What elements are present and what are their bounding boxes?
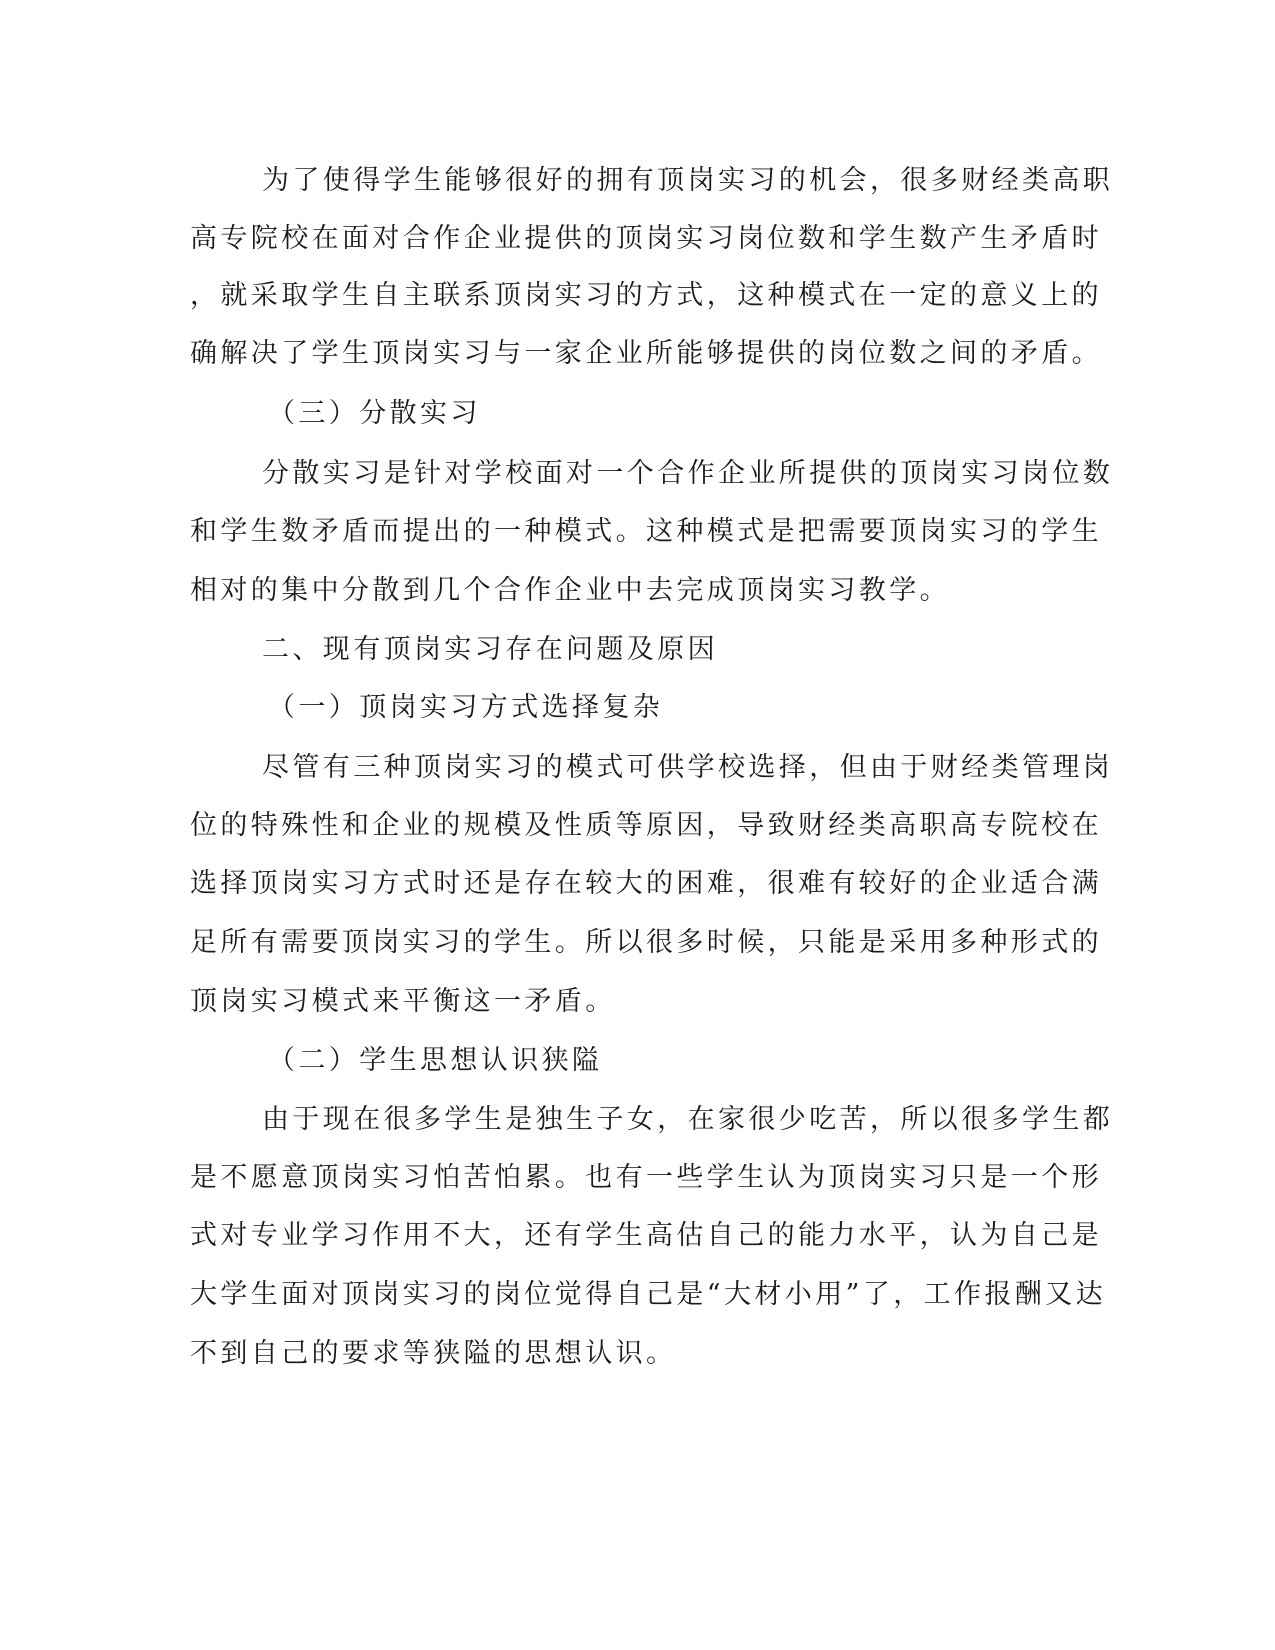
- paragraph-line: 确解决了学生顶岗实习与一家企业所能够提供的岗位数之间的矛盾。: [190, 338, 1102, 369]
- paragraph-line: 尽管有三种顶岗实习的模式可供学校选择，但由于财经类管理岗: [262, 752, 1114, 783]
- paragraph-line: 选择顶岗实习方式时还是存在较大的困难，很难有较好的企业适合满: [190, 868, 1102, 899]
- section-heading: （二）学生思想认识狭隘: [268, 1045, 603, 1076]
- paragraph-line: 分散实习是针对学校面对一个合作企业所提供的顶岗实习岗位数: [262, 458, 1114, 489]
- paragraph-line: 式对专业学习作用不大，还有学生高估自己的能力水平，认为自己是: [190, 1220, 1102, 1251]
- paragraph-line: 不到自己的要求等狭隘的思想认识。: [190, 1338, 677, 1369]
- paragraph-line: ，就采取学生自主联系顶岗实习的方式，这种模式在一定的意义上的: [190, 280, 1102, 311]
- section-heading: 二、现有顶岗实习存在问题及原因: [262, 634, 718, 665]
- paragraph-line: 大学生面对顶岗实习的岗位觉得自己是“大材小用”了，工作报酬又达: [190, 1279, 1107, 1310]
- section-heading: （一）顶岗实习方式选择复杂: [268, 692, 664, 723]
- paragraph-line: 为了使得学生能够很好的拥有顶岗实习的机会，很多财经类高职: [262, 165, 1114, 196]
- paragraph-line: 高专院校在面对合作企业提供的顶岗实习岗位数和学生数产生矛盾时: [190, 223, 1102, 254]
- paragraph-line: 和学生数矛盾而提出的一种模式。这种模式是把需要顶岗实习的学生: [190, 516, 1102, 547]
- paragraph-line: 是不愿意顶岗实习怕苦怕累。也有一些学生认为顶岗实习只是一个形: [190, 1162, 1102, 1193]
- paragraph-line: 位的特殊性和企业的规模及性质等原因，导致财经类高职高专院校在: [190, 810, 1102, 841]
- paragraph-line: 顶岗实习模式来平衡这一矛盾。: [190, 986, 616, 1017]
- paragraph-line: 足所有需要顶岗实习的学生。所以很多时候，只能是采用多种形式的: [190, 927, 1102, 958]
- paragraph-line: 相对的集中分散到几个合作企业中去完成顶岗实习教学。: [190, 575, 950, 606]
- paragraph-line: 由于现在很多学生是独生子女，在家很少吃苦，所以很多学生都: [262, 1104, 1114, 1135]
- section-heading: （三）分散实习: [268, 398, 481, 429]
